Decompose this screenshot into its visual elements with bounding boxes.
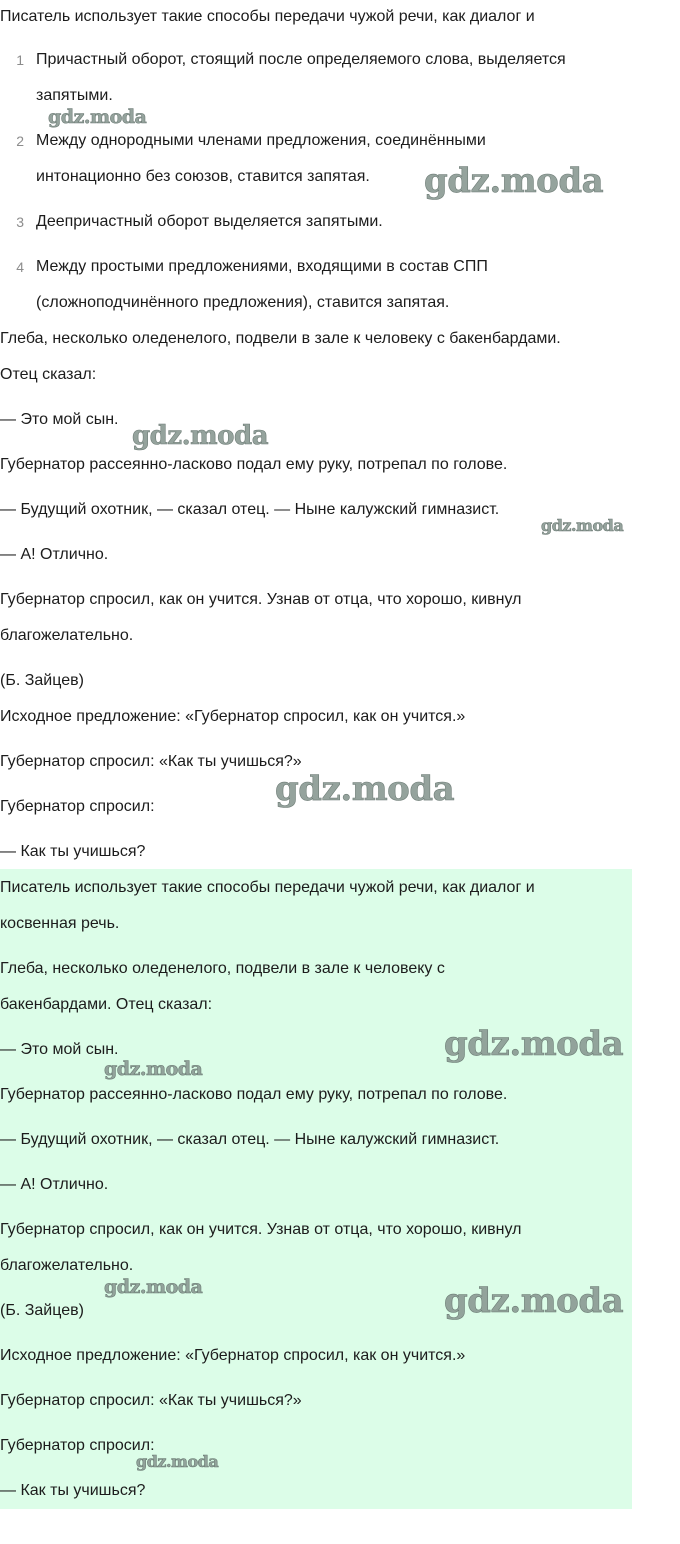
text-line: — Будущий охотник, — сказал отец. — Ныне калужский гимназист. bbox=[0, 501, 500, 518]
list-number: 2 bbox=[16, 133, 24, 149]
watermark: gdz.moda bbox=[132, 421, 269, 451]
text-line: — А! Отлично. bbox=[0, 546, 109, 563]
answer-line: Губернатор спросил: «Как ты учишься?» bbox=[0, 1392, 302, 1409]
answer-line: Губернатор спросил: bbox=[0, 1437, 155, 1454]
answer-line: бакенбардами. Отец сказал: bbox=[0, 996, 213, 1013]
list-item-line: Между простыми предложениями, входящими в состав СПП bbox=[36, 258, 488, 275]
answer-line: (Б. Зайцев) bbox=[0, 1302, 84, 1319]
answer-line: благожелательно. bbox=[0, 1257, 134, 1274]
list-item-line: запятыми. bbox=[36, 87, 113, 104]
answer-line: косвенная речь. bbox=[0, 915, 120, 932]
watermark: gdz.moda bbox=[444, 1281, 624, 1321]
list-item-line: (сложноподчинённого предложения), ставится запятая. bbox=[36, 294, 450, 311]
text-line: Губернатор спросил: «Как ты учишься?» bbox=[0, 753, 302, 770]
watermark: gdz.moda bbox=[424, 161, 604, 201]
answer-line: Исходное предложение: «Губернатор спросил, как он учится.» bbox=[0, 1347, 466, 1364]
watermark: gdz.moda bbox=[104, 1058, 203, 1080]
answer-line: Губернатор рассеянно-ласково подал ему руку, потрепал по голове. bbox=[0, 1086, 508, 1103]
list-item-line: Деепричастный оборот выделяется запятыми. bbox=[36, 213, 383, 230]
list-number: 4 bbox=[16, 259, 24, 275]
answer-line: Глеба, несколько оледенелого, подвели в зале к человеку с bbox=[0, 960, 445, 977]
watermark: gdz.moda bbox=[444, 1024, 624, 1064]
text-line: (Б. Зайцев) bbox=[0, 672, 84, 689]
answer-line: — Как ты учишься? bbox=[0, 1482, 146, 1499]
text-line: благожелательно. bbox=[0, 627, 134, 644]
list-item-line: Между однородными членами предложения, соединёнными bbox=[36, 132, 486, 149]
answer-line: — Это мой сын. bbox=[0, 1041, 119, 1058]
list-item-line: Причастный оборот, стоящий после определяемого слова, выделяется bbox=[36, 51, 566, 68]
answer-line: Писатель использует такие способы передачи чужой речи, как диалог и bbox=[0, 879, 535, 896]
watermark: gdz.moda bbox=[48, 106, 147, 128]
answer-line: — А! Отлично. bbox=[0, 1176, 109, 1193]
text-line: Губернатор рассеянно-ласково подал ему руку, потрепал по голове. bbox=[0, 456, 508, 473]
list-number: 3 bbox=[16, 214, 24, 230]
text-line: Исходное предложение: «Губернатор спросил, как он учится.» bbox=[0, 708, 466, 725]
watermark: gdz.moda bbox=[136, 1452, 219, 1471]
watermark: gdz.moda bbox=[104, 1276, 203, 1298]
text-line: Глеба, несколько оледенелого, подвели в зале к человеку с бакенбардами. bbox=[0, 330, 561, 347]
text-line: — Как ты учишься? bbox=[0, 843, 146, 860]
intro-line: Писатель использует такие способы передачи чужой речи, как диалог и bbox=[0, 8, 535, 25]
answer-line: — Будущий охотник, — сказал отец. — Ныне калужский гимназист. bbox=[0, 1131, 500, 1148]
text-line: — Это мой сын. bbox=[0, 411, 119, 428]
text-line: Губернатор спросил: bbox=[0, 798, 155, 815]
answer-line: Губернатор спросил, как он учится. Узнав от отца, что хорошо, кивнул bbox=[0, 1221, 522, 1238]
watermark: gdz.moda bbox=[541, 516, 624, 535]
text-line: Губернатор спросил, как он учится. Узнав от отца, что хорошо, кивнул bbox=[0, 591, 522, 608]
list-number: 1 bbox=[16, 52, 24, 68]
text-line: Отец сказал: bbox=[0, 366, 97, 383]
list-item-line: интонационно без союзов, ставится запятая. bbox=[36, 168, 370, 185]
watermark: gdz.moda bbox=[275, 769, 455, 809]
